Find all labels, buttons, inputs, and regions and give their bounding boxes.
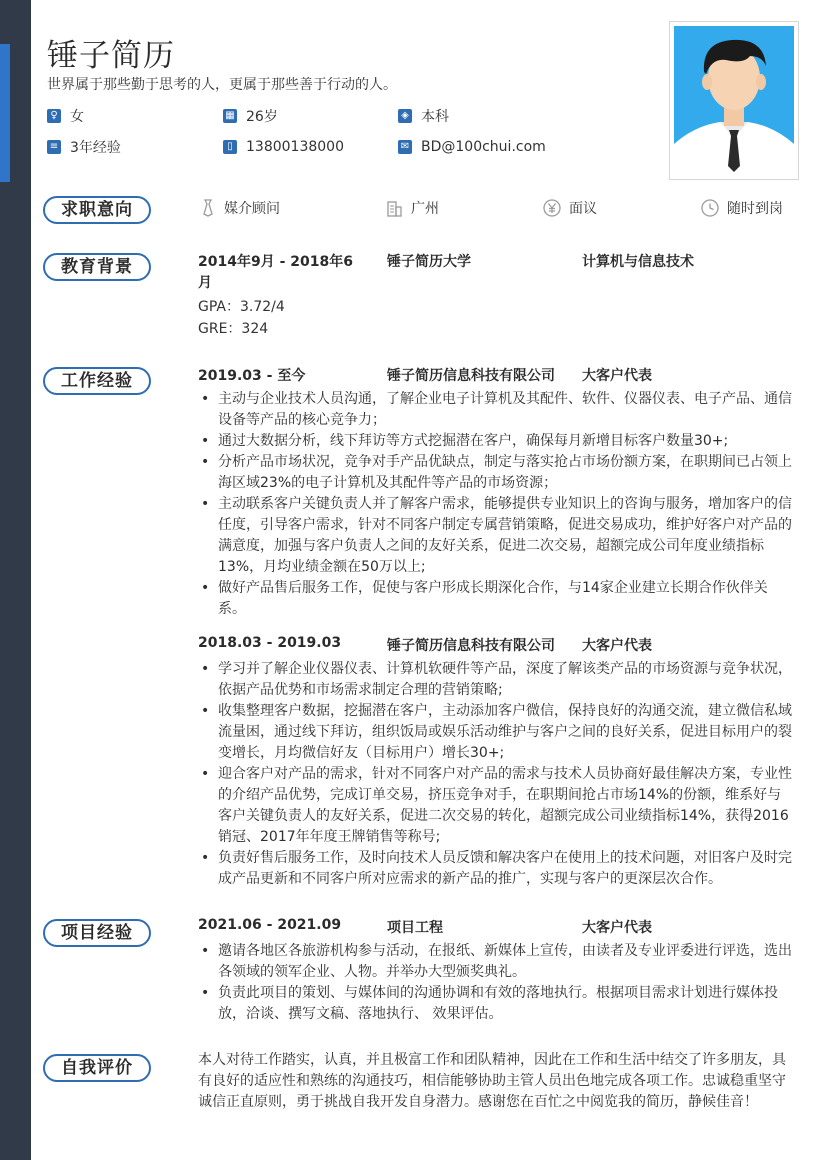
section-label-self: 自我评价: [43, 1054, 151, 1082]
accent-bar: [0, 44, 10, 182]
gender-icon: ♀: [47, 109, 61, 123]
work-1-role: 大客户代表: [582, 368, 652, 384]
list-item: • 学习并了解企业仪器仪表、计算机软硬件等产品，深度了解该类产品的市场资源与竞争状况，依据产品优势和市场需求制定合理的营销策略;: [198, 659, 794, 701]
info-education: [398, 106, 449, 126]
list-item: • 分析产品市场状况，竞争对手产品优缺点，制定与落实抢占市场份额方案，在职期间已占领上海区域23%的电子计算机及其配件等产品的市场资源；: [198, 452, 794, 494]
intent-city: [386, 198, 439, 218]
candidate-name: 锤子简历: [47, 38, 175, 74]
section-label-work: 工作经验: [43, 367, 151, 395]
list-item: • 负责好售后服务工作，及时向技术人员反馈和解决客户在使用上的技术问题，对旧客户及时完成产品更新和不同客户所对应需求的新产品的推广，实现与客户的更深层次合作。: [198, 848, 794, 890]
work-1-bullets: [198, 389, 794, 620]
education-value: 本科: [421, 109, 449, 125]
section-label-project: 项目经验: [43, 919, 151, 947]
graduation-icon: ◈: [398, 109, 412, 123]
info-age: [223, 106, 278, 126]
list-item: • 做好产品售后服务工作，促使与客户形成长期深化合作，与14家企业建立长期合作伙伴关系。: [198, 578, 794, 620]
info-email: [398, 137, 546, 157]
list-item: • 负责此项目的策划、与媒体间的沟通协调和有效的落地执行。根据项目需求计划进行媒体投放，洽谈、撰写文稿、落地执行、 效果评估。: [198, 983, 794, 1025]
tie-icon: [200, 199, 216, 217]
project-date: 2021.06 - 2021.09: [198, 917, 342, 933]
intent-availability: [701, 198, 783, 218]
education-gpa: GPA：3.72/4: [198, 299, 285, 315]
work-2-role: 大客户代表: [582, 638, 652, 654]
info-experience: [47, 137, 121, 157]
work-2-bullets: [198, 659, 794, 890]
education-major: 计算机与信息技术: [582, 254, 694, 270]
work-2-company: 锤子简历信息科技有限公司: [387, 638, 555, 654]
education-date-cont: 月: [198, 275, 212, 291]
intent-position: [200, 198, 280, 218]
age-value: 26岁: [246, 109, 278, 125]
building-icon: [386, 200, 403, 217]
project-bullets: [198, 941, 794, 1025]
info-gender: [47, 106, 84, 126]
intent-availability-value: 随时到岗: [727, 201, 783, 217]
section-label-intent: 求职意向: [43, 196, 151, 224]
work-1-date: 2019.03 - 至今: [198, 368, 306, 384]
education-school: 锤子简历大学: [387, 254, 471, 270]
education-date: 2014年9月 - 2018年6: [198, 254, 353, 270]
phone-icon: ▯: [223, 140, 237, 154]
education-gre: GRE：324: [198, 321, 269, 337]
gender-value: 女: [70, 109, 84, 125]
motto: 世界属于那些勤于思考的人，更属于那些善于行动的人。: [47, 77, 397, 93]
project-name: 项目工程: [387, 920, 443, 936]
section-label-education: 教育背景: [43, 253, 151, 281]
work-1-company: 锤子简历信息科技有限公司: [387, 368, 555, 384]
document-icon: ≡: [47, 140, 61, 154]
yen-icon: [543, 199, 561, 217]
intent-salary: [543, 198, 597, 218]
work-2-date: 2018.03 - 2019.03: [198, 635, 342, 651]
intent-position-value: 媒介顾问: [224, 201, 280, 217]
email-value: BD@100chui.com: [421, 139, 546, 155]
avatar-illustration: [674, 26, 794, 175]
list-item: • 通过大数据分析，线下拜访等方式挖掘潜在客户，确保每月新增目标客户数量30+;: [198, 431, 794, 452]
avatar-photo: [669, 21, 799, 180]
list-item: • 迎合客户对产品的需求，针对不同客户对产品的需求与技术人员协商好最佳解决方案，专业性的介绍产品优势，完成订单交易，挤压竞争对手，在职期间抢占市场14%的份额，维系好与客户关键负责人的友好关系，促进二次交易的转化，超额完成公司业绩指标14%，获得2016销冠、2017年年度王牌销售等称号;: [198, 764, 794, 848]
info-phone: [223, 137, 344, 157]
clock-icon: [701, 199, 719, 217]
calendar-icon: ▦: [223, 109, 237, 123]
list-item: • 主动与企业技术人员沟通，了解企业电子计算机及其配件、软件、仪器仪表、电子产品、通信设备等产品的核心竞争力；: [198, 389, 794, 431]
intent-city-value: 广州: [411, 201, 439, 217]
list-item: • 邀请各地区各旅游机构参与活动，在报纸、新媒体上宣传，由读者及专业评委进行评选，选出各领域的领军企业、人物。并举办大型颁奖典礼。: [198, 941, 794, 983]
intent-salary-value: 面议: [569, 201, 597, 217]
phone-value: 13800138000: [246, 139, 344, 155]
mail-icon: ✉: [398, 140, 412, 154]
experience-value: 3年经验: [70, 140, 121, 156]
list-item: • 主动联系客户关键负责人并了解客户需求，能够提供专业知识上的咨询与服务，增加客户的信任度，引导客户需求，针对不同客户制定专属营销策略，促进交易成功，维护好客户对产品的满意度，加强与客户负责人之间的友好关系，促进二次交易，超额完成公司年度业绩指标13%，月均业绩金额在50万以上;: [198, 494, 794, 578]
project-role: 大客户代表: [582, 920, 652, 936]
list-item: • 收集整理客户数据，挖掘潜在客户，主动添加客户微信，保持良好的沟通交流，建立微信私域流量困，通过线下拜访，组织饭局或娱乐活动维护与客户之间的良好关系，促进目标用户的裂变增长，月均微信好友（目标用户）增长30+;: [198, 701, 794, 764]
self-evaluation-text: 本人对待工作踏实，认真，并且极富工作和团队精神，因此在工作和生活中结交了许多朋友，具有良好的适应性和熟练的沟通技巧，相信能够协助主管人员出色地完成各项工作。忠诚稳重坚守诚信正直原则，勇于挑战自我开发自身潜力。感谢您在百忙之中阅览我的简历，静候佳音！: [198, 1052, 786, 1110]
